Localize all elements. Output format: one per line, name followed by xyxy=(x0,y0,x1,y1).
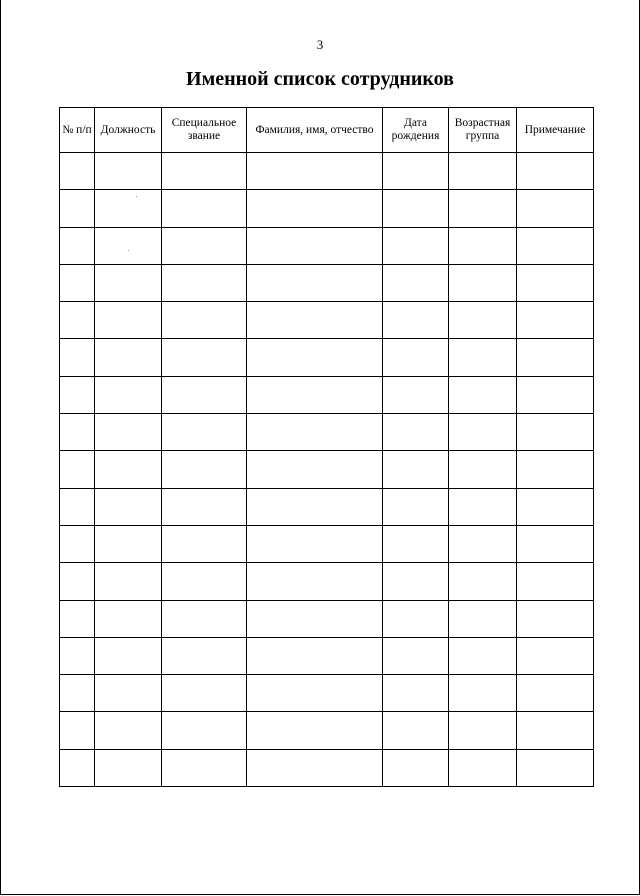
table-cell-age_group xyxy=(449,600,517,637)
table-cell-position xyxy=(95,488,162,525)
table-cell-full_name xyxy=(247,712,383,749)
table-cell-full_name xyxy=(247,488,383,525)
table-cell-age_group xyxy=(449,749,517,786)
table-cell-num xyxy=(60,227,95,264)
table-cell-note xyxy=(517,414,594,451)
table-cell-full_name xyxy=(247,227,383,264)
table-cell-num xyxy=(60,563,95,600)
table-cell-birth_date xyxy=(383,414,449,451)
table-cell-position xyxy=(95,712,162,749)
table-row xyxy=(60,525,594,562)
table-cell-birth_date xyxy=(383,749,449,786)
table-cell-full_name xyxy=(247,525,383,562)
table-cell-full_name xyxy=(247,637,383,674)
table-cell-full_name xyxy=(247,600,383,637)
table-cell-note xyxy=(517,451,594,488)
table-cell-rank xyxy=(162,227,247,264)
table-cell-note xyxy=(517,749,594,786)
table-cell-birth_date xyxy=(383,712,449,749)
table-cell-birth_date xyxy=(383,563,449,600)
table-cell-num xyxy=(60,488,95,525)
table-row xyxy=(60,749,594,786)
table-body xyxy=(60,153,594,787)
scan-speck xyxy=(128,250,129,251)
table-cell-num xyxy=(60,376,95,413)
table-cell-position xyxy=(95,339,162,376)
table-cell-num xyxy=(60,153,95,190)
table-row xyxy=(60,600,594,637)
table-cell-rank xyxy=(162,675,247,712)
table-cell-rank xyxy=(162,637,247,674)
column-header-rank: Специальное звание xyxy=(162,108,247,153)
table-cell-note xyxy=(517,525,594,562)
table-cell-num xyxy=(60,600,95,637)
table-cell-rank xyxy=(162,712,247,749)
table-cell-rank xyxy=(162,264,247,301)
table-cell-age_group xyxy=(449,675,517,712)
table-row xyxy=(60,414,594,451)
table-cell-age_group xyxy=(449,302,517,339)
table-cell-num xyxy=(60,190,95,227)
table-cell-rank xyxy=(162,153,247,190)
table-cell-position xyxy=(95,525,162,562)
table-cell-num xyxy=(60,637,95,674)
page-title: Именной список сотрудников xyxy=(186,68,454,90)
table-cell-age_group xyxy=(449,339,517,376)
table-cell-rank xyxy=(162,525,247,562)
table-cell-num xyxy=(60,339,95,376)
table-cell-rank xyxy=(162,488,247,525)
table-cell-birth_date xyxy=(383,488,449,525)
page-number: 3 xyxy=(316,37,324,52)
table-row xyxy=(60,712,594,749)
table-cell-full_name xyxy=(247,675,383,712)
table-cell-position xyxy=(95,414,162,451)
table-row xyxy=(60,563,594,600)
table-cell-position xyxy=(95,749,162,786)
table-cell-note xyxy=(517,712,594,749)
table-cell-birth_date xyxy=(383,339,449,376)
table-row xyxy=(60,264,594,301)
table-cell-full_name xyxy=(247,302,383,339)
table-cell-num xyxy=(60,414,95,451)
table-cell-position xyxy=(95,451,162,488)
table-cell-position xyxy=(95,675,162,712)
scan-speck xyxy=(136,196,137,197)
table-cell-birth_date xyxy=(383,153,449,190)
table-cell-age_group xyxy=(449,190,517,227)
table-cell-rank xyxy=(162,414,247,451)
table-cell-rank xyxy=(162,749,247,786)
table-cell-note xyxy=(517,153,594,190)
table-cell-note xyxy=(517,563,594,600)
table-cell-birth_date xyxy=(383,264,449,301)
column-header-note: Примечание xyxy=(517,108,594,153)
column-header-number: № п/п xyxy=(60,108,95,153)
table-cell-age_group xyxy=(449,414,517,451)
table-cell-rank xyxy=(162,563,247,600)
table-cell-birth_date xyxy=(383,675,449,712)
table-cell-note xyxy=(517,339,594,376)
table-cell-full_name xyxy=(247,190,383,227)
column-header-full-name: Фамилия, имя, отчество xyxy=(247,108,383,153)
table-cell-num xyxy=(60,302,95,339)
table-cell-note xyxy=(517,227,594,264)
table-cell-note xyxy=(517,488,594,525)
table-cell-position xyxy=(95,563,162,600)
table-cell-age_group xyxy=(449,712,517,749)
table-row xyxy=(60,376,594,413)
table-cell-birth_date xyxy=(383,376,449,413)
table-cell-rank xyxy=(162,302,247,339)
table-cell-rank xyxy=(162,376,247,413)
column-header-birth-date: Дата рождения xyxy=(383,108,449,153)
table-cell-full_name xyxy=(247,414,383,451)
table-cell-age_group xyxy=(449,264,517,301)
table-cell-num xyxy=(60,525,95,562)
table-cell-age_group xyxy=(449,525,517,562)
table-row xyxy=(60,451,594,488)
table-cell-num xyxy=(60,712,95,749)
table-cell-position xyxy=(95,227,162,264)
table-cell-age_group xyxy=(449,227,517,264)
table-cell-position xyxy=(95,153,162,190)
table-cell-note xyxy=(517,376,594,413)
table-cell-note xyxy=(517,637,594,674)
table-cell-birth_date xyxy=(383,190,449,227)
table-cell-birth_date xyxy=(383,637,449,674)
table-row xyxy=(60,153,594,190)
table-cell-age_group xyxy=(449,451,517,488)
table-cell-num xyxy=(60,264,95,301)
table-cell-age_group xyxy=(449,563,517,600)
table-cell-birth_date xyxy=(383,227,449,264)
table-row xyxy=(60,637,594,674)
table-cell-note xyxy=(517,264,594,301)
table-header-row xyxy=(60,108,594,153)
table-cell-birth_date xyxy=(383,600,449,637)
table-cell-num xyxy=(60,451,95,488)
table-cell-full_name xyxy=(247,339,383,376)
table-cell-age_group xyxy=(449,376,517,413)
table-row xyxy=(60,227,594,264)
table-cell-full_name xyxy=(247,153,383,190)
table-cell-birth_date xyxy=(383,451,449,488)
table-cell-note xyxy=(517,190,594,227)
table-cell-rank xyxy=(162,339,247,376)
table-cell-birth_date xyxy=(383,302,449,339)
table-cell-age_group xyxy=(449,488,517,525)
table-cell-rank xyxy=(162,190,247,227)
table-cell-position xyxy=(95,264,162,301)
table-cell-rank xyxy=(162,600,247,637)
table-row xyxy=(60,675,594,712)
table-cell-full_name xyxy=(247,563,383,600)
staff-list-table xyxy=(59,107,594,787)
table-row xyxy=(60,488,594,525)
table-cell-full_name xyxy=(247,749,383,786)
table-row xyxy=(60,339,594,376)
table-cell-age_group xyxy=(449,153,517,190)
table-cell-note xyxy=(517,600,594,637)
table-row xyxy=(60,190,594,227)
table-cell-age_group xyxy=(449,637,517,674)
table-cell-position xyxy=(95,637,162,674)
table-cell-note xyxy=(517,302,594,339)
table-cell-num xyxy=(60,749,95,786)
table-row xyxy=(60,302,594,339)
table-cell-full_name xyxy=(247,264,383,301)
table-cell-full_name xyxy=(247,376,383,413)
column-header-age-group: Возрастная группа xyxy=(449,108,517,153)
table-cell-note xyxy=(517,675,594,712)
table-cell-num xyxy=(60,675,95,712)
table-cell-position xyxy=(95,376,162,413)
table-cell-position xyxy=(95,302,162,339)
table-cell-position xyxy=(95,190,162,227)
table-cell-position xyxy=(95,600,162,637)
table-cell-birth_date xyxy=(383,525,449,562)
table-cell-rank xyxy=(162,451,247,488)
column-header-position: Должность xyxy=(95,108,162,153)
table-cell-full_name xyxy=(247,451,383,488)
